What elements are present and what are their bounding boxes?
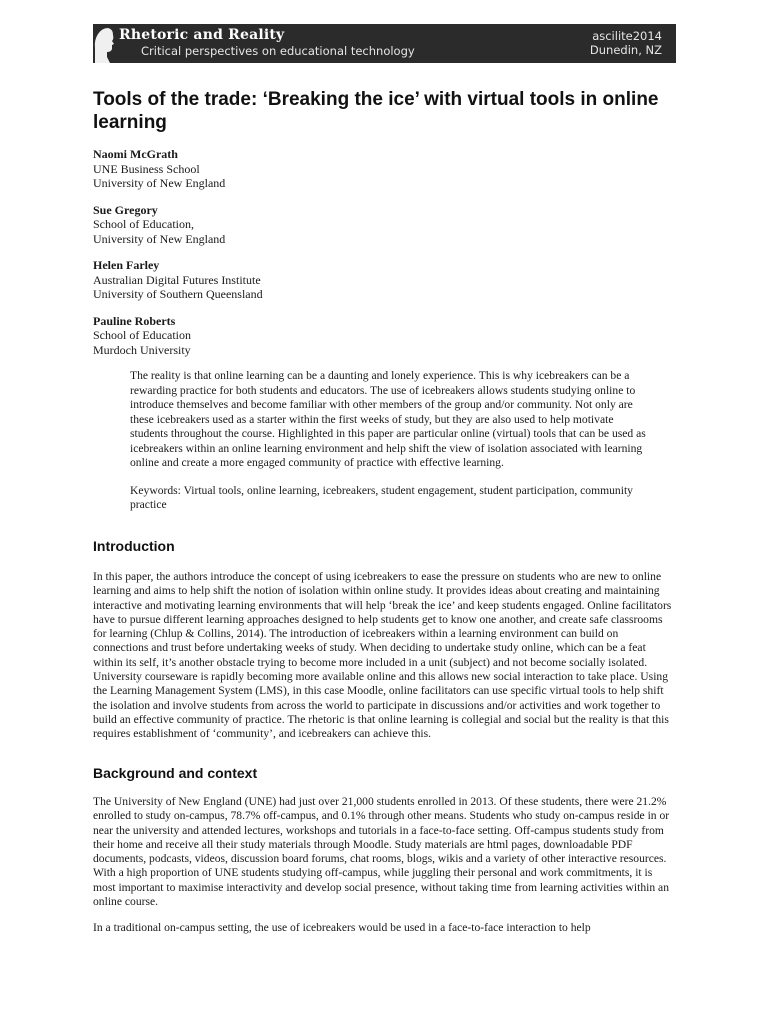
author-list <box>93 147 493 369</box>
author-name: Naomi McGrath <box>93 147 178 161</box>
author-affiliation: Murdoch University <box>93 342 191 357</box>
conference-banner <box>93 24 676 63</box>
author-block <box>93 258 493 302</box>
author-block <box>93 203 493 247</box>
introduction-paragraph: In this paper, the authors introduce the concept of using icebreakers to ease the pressure on students who are new to online learning and aims to help shift the notion of isolation within online study. It provides ideas about creating and maintaining interactive and motivating learning environments that will help ‘break the ice’ and keep students engaged. Online facilitators have to pursue different learning approaches designed to help students get to know one another, and create safe classrooms for learning (Chlup & Collins, 2014). The introduction of icebreakers within a learning environment can build on connections and trust before undertaking weeks of study. When deciding to undertake study online, which can be a feat within its self, it’s another obstacle trying to become more included in a unit (subject) and not become socially isolated. University courseware is rapidly becoming more available online and this allows new social interaction to take place. Using the Learning Management System (LMS), in this case Moodle, online facilitators can use specific virtual tools to help shift the isolation and involve students from across the world to participate in discussions and/or activities and work together to build an effective community of practice. The rhetoric is that online learning is collegial and social but the reality is that this requires establishment of ‘community’, and icebreakers can achieve this. <box>93 570 672 741</box>
author-block <box>93 147 493 191</box>
conference-name: ascilite2014 <box>592 29 662 43</box>
keywords: Keywords: Virtual tools, online learning, icebreakers, student engagement, student participation, community practice <box>130 483 633 511</box>
paper-title: Tools of the trade: ‘Breaking the ice’ with virtual tools in online learning <box>93 89 659 133</box>
author-name: Pauline Roberts <box>93 313 176 328</box>
author-affiliation: Australian Digital Futures Institute <box>93 272 261 287</box>
conference-location: Dunedin, NZ <box>589 43 662 57</box>
section-heading-background: Background and context <box>93 765 258 781</box>
author-name: Sue Gregory <box>93 202 158 217</box>
author-name: Helen Farley <box>93 258 160 272</box>
author-affiliation: University of Southern Queensland <box>93 287 263 301</box>
author-affiliation: UNE Business School <box>93 161 200 176</box>
banner-conference-info <box>590 29 662 57</box>
author-affiliation: University of New England <box>93 176 226 190</box>
abstract-text: The reality is that online learning can be a daunting and lonely experience. This is why icebreakers can be a rewarding practice for both students and educators. The use of icebreakers allows students studying online to introduce themselves and become familiar with other members of the group and/or community. Not only are these icebreakers used as a starter within the first weeks of study, but they are also used to help motivate students throughout the course. Highlighted in this paper are particular online (virtual) tools that can be used as icebreakers within an online learning environment and help shift the view of isolation associated with learning online and create a more engaged community of practice with effective learning. <box>130 369 646 469</box>
author-affiliation: School of Education <box>93 328 191 342</box>
author-block <box>93 314 493 358</box>
banner-logo-text: Rhetoric and Reality <box>119 27 285 43</box>
background-paragraph-2: In a traditional on-campus setting, the use of icebreakers would be used in a face-to-face interaction to help <box>93 921 591 934</box>
author-affiliation: School of Education, <box>93 217 194 231</box>
author-affiliation: University of New England <box>93 231 226 246</box>
head-silhouette-logo-icon <box>93 24 115 63</box>
abstract <box>130 369 652 513</box>
section-heading-introduction: Introduction <box>93 538 175 554</box>
banner-subtitle: Critical perspectives on educational technology <box>141 44 415 58</box>
background-paragraph: The University of New England (UNE) had just over 21,000 students enrolled in 2013. Of these students, there were 21.2% enrolled to study on-campus, 78.7% off-campus, and 0.1% through other means. Students who study on-campus reside in or near the university and attended lectures, workshops and tutorials in a face-to-face setting. Off-campus students study from their home and receive all their study materials through Moodle. Study materials are html pages, downloadable PDF documents, podcasts, videos, discussion board forums, chat rooms, blogs, wikis and a variety of other interactive resources. With a high proportion of UNE students studying off-campus, while juggling their personal and work commitments, it is most important to maximise interactivity and develop social presence, without taking time from learning activities within an online course. <box>93 795 670 909</box>
